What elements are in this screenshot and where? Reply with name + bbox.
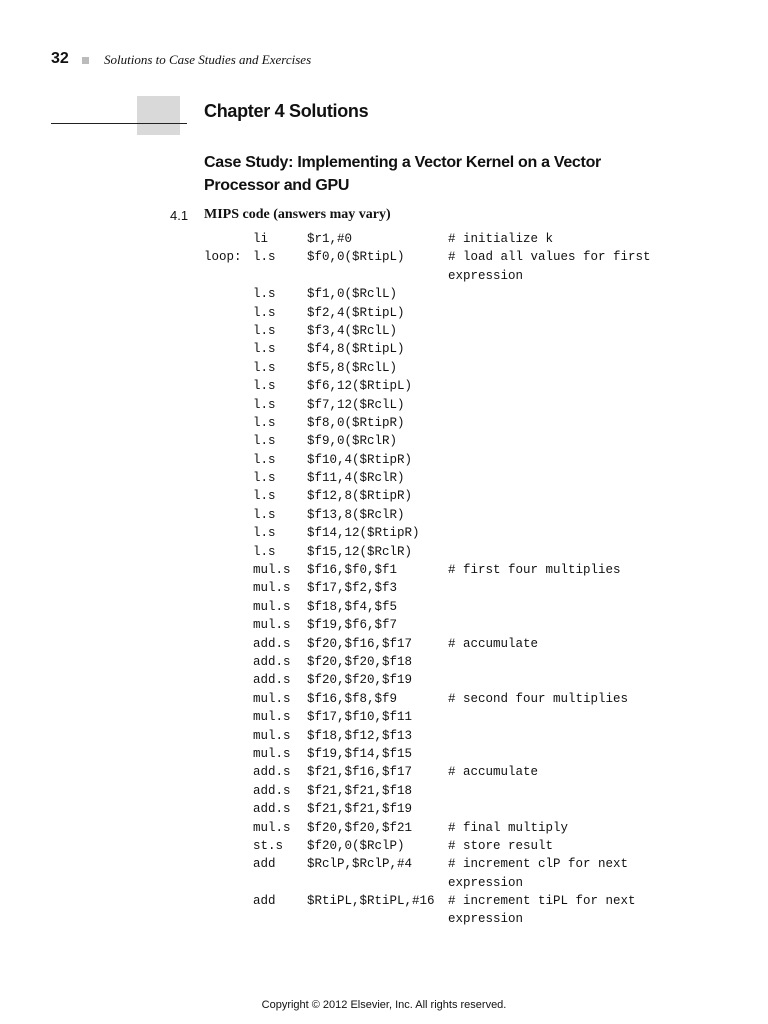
code-operands: $f20,$f20,$f18: [307, 654, 413, 669]
chapter-gray-box: [137, 96, 180, 135]
code-opcode: l.s: [253, 360, 276, 375]
code-opcode: l.s: [253, 379, 276, 394]
code-operands: $f18,$f4,$f5: [307, 599, 398, 614]
code-line: [0, 600, 768, 618]
code-opcode: l.s: [253, 250, 276, 265]
code-comment: # increment tiPL for next: [448, 894, 636, 909]
code-operands: $f16,$f8,$f9: [307, 691, 398, 706]
code-operands: $f19,$f14,$f15: [307, 746, 413, 761]
case-study-title: Case Study: Implementing a Vector Kernel on a Vector Processor and GPU: [204, 154, 601, 194]
code-operands: $f20,0($RclP): [307, 838, 405, 853]
code-line: [0, 581, 768, 599]
code-operands: $f13,8($RclR): [307, 507, 405, 522]
code-comment: expression: [448, 875, 524, 890]
code-opcode: l.s: [253, 323, 276, 338]
code-opcode: add.s: [253, 765, 291, 780]
code-operands: $f7,12($RclL): [307, 397, 405, 412]
code-operands: $f20,$f20,$f19: [307, 673, 413, 688]
code-line: [0, 489, 768, 507]
code-line: [0, 232, 768, 250]
code-comment: # final multiply: [448, 820, 569, 835]
copyright-footer: Copyright © 2012 Elsevier, Inc. All rights reserved.: [261, 999, 507, 1011]
code-line: [0, 306, 768, 324]
code-operands: $f3,4($RclL): [307, 323, 398, 338]
running-head: Solutions to Case Studies and Exercises: [104, 52, 312, 67]
code-line: [0, 765, 768, 783]
code-operands: $f14,12($RtipR): [307, 526, 420, 541]
code-operands: $f8,0($RtipR): [307, 415, 405, 430]
code-comment: expression: [448, 912, 524, 927]
code-opcode: mul.s: [253, 746, 291, 761]
code-line: [0, 655, 768, 673]
code-line: [0, 857, 768, 875]
code-operands: $f16,$f0,$f1: [307, 563, 398, 578]
code-opcode: mul.s: [253, 563, 291, 578]
code-opcode: l.s: [253, 287, 276, 302]
code-opcode: l.s: [253, 452, 276, 467]
code-line: [0, 453, 768, 471]
code-opcode: mul.s: [253, 581, 291, 596]
code-operands: $f5,8($RclL): [307, 360, 398, 375]
code-operands: $f1,0($RclL): [307, 287, 398, 302]
code-operands: $f20,$f20,$f21: [307, 820, 413, 835]
code-comment: # load all values for first: [448, 250, 651, 265]
code-opcode: mul.s: [253, 599, 291, 614]
code-opcode: l.s: [253, 397, 276, 412]
code-opcode: add.s: [253, 654, 291, 669]
exercise-heading: MIPS code (answers may vary): [204, 207, 391, 222]
code-comment: # initialize k: [448, 232, 554, 246]
code-comment: # increment clP for next: [448, 857, 629, 872]
code-opcode: l.s: [253, 544, 276, 559]
code-opcode: mul.s: [253, 710, 291, 725]
code-operands: $RtiPL,$RtiPL,#16: [307, 894, 435, 909]
code-comment: # accumulate: [448, 765, 539, 780]
code-operands: $f21,$f21,$f18: [307, 783, 413, 798]
code-line: [0, 287, 768, 305]
code-operands: $f18,$f12,$f13: [307, 728, 413, 743]
code-opcode: mul.s: [253, 820, 291, 835]
code-line: [0, 912, 768, 930]
code-line: [0, 545, 768, 563]
code-opcode: l.s: [253, 526, 276, 541]
code-comment: # first four multiplies: [448, 563, 621, 578]
code-operands: $f10,4($RtipR): [307, 452, 413, 467]
code-operands: $f6,12($RtipL): [307, 379, 413, 394]
code-line: [0, 784, 768, 802]
code-operands: $r1,#0: [307, 232, 353, 246]
code-line: [0, 398, 768, 416]
code-comment: # accumulate: [448, 636, 539, 651]
code-opcode: add.s: [253, 802, 291, 817]
code-operands: $f2,4($RtipL): [307, 305, 405, 320]
code-opcode: add: [253, 894, 276, 909]
code-opcode: add.s: [253, 783, 291, 798]
code-line: [0, 637, 768, 655]
code-line: [0, 729, 768, 747]
code-line: [0, 894, 768, 912]
code-opcode: l.s: [253, 434, 276, 449]
code-line: [0, 342, 768, 360]
code-operands: $f21,$f21,$f19: [307, 802, 413, 817]
code-opcode: st.s: [253, 838, 284, 853]
code-line: [0, 434, 768, 452]
code-opcode: add.s: [253, 636, 291, 651]
code-line: [0, 839, 768, 857]
code-line: [0, 710, 768, 728]
code-line: [0, 747, 768, 765]
exercise-number: 4.1: [170, 208, 189, 223]
code-line: [0, 618, 768, 636]
code-operands: $f21,$f16,$f17: [307, 765, 413, 780]
code-operands: $f12,8($RtipR): [307, 489, 413, 504]
code-line: [0, 526, 768, 544]
code-line: [0, 250, 768, 268]
code-operands: $f9,0($RclR): [307, 434, 398, 449]
code-line: [0, 821, 768, 839]
code-operands: $f17,$f2,$f3: [307, 581, 398, 596]
code-operands: $f17,$f10,$f11: [307, 710, 413, 725]
code-opcode: l.s: [253, 507, 276, 522]
code-line: [0, 508, 768, 526]
code-operands: $f11,4($RclR): [307, 471, 405, 486]
code-line: [0, 379, 768, 397]
page-number: 32: [51, 50, 69, 67]
code-operands: $RclP,$RclP,#4: [307, 857, 413, 872]
code-line: [0, 471, 768, 489]
code-opcode: l.s: [253, 471, 276, 486]
code-line: [0, 269, 768, 287]
code-opcode: add.s: [253, 673, 291, 688]
code-operands: $f19,$f6,$f7: [307, 618, 398, 633]
code-opcode: mul.s: [253, 618, 291, 633]
code-line: [0, 416, 768, 434]
code-line: [0, 802, 768, 820]
code-label: loop:: [204, 250, 242, 265]
code-opcode: mul.s: [253, 728, 291, 743]
code-line: [0, 692, 768, 710]
code-opcode: add: [253, 857, 276, 872]
code-opcode: l.s: [253, 305, 276, 320]
code-line: [0, 361, 768, 379]
code-line: [0, 673, 768, 691]
code-opcode: mul.s: [253, 691, 291, 706]
code-line: [0, 324, 768, 342]
chapter-rule: [51, 123, 187, 124]
code-opcode: l.s: [253, 489, 276, 504]
code-opcode: l.s: [253, 415, 276, 430]
code-operands: $f4,8($RtipL): [307, 342, 405, 357]
code-opcode: l.s: [253, 342, 276, 357]
code-opcode: li: [253, 232, 269, 246]
code-operands: $f20,$f16,$f17: [307, 636, 413, 651]
code-operands: $f15,12($RclR): [307, 544, 413, 559]
code-comment: expression: [448, 268, 524, 283]
code-comment: # store result: [448, 838, 554, 853]
code-line: [0, 563, 768, 581]
code-operands: $f0,0($RtipL): [307, 250, 405, 265]
code-comment: # second four multiplies: [448, 691, 629, 706]
code-block: [0, 232, 768, 931]
code-line: [0, 876, 768, 894]
chapter-title: Chapter 4 Solutions: [204, 101, 369, 121]
header-square-bullet: [82, 57, 89, 64]
